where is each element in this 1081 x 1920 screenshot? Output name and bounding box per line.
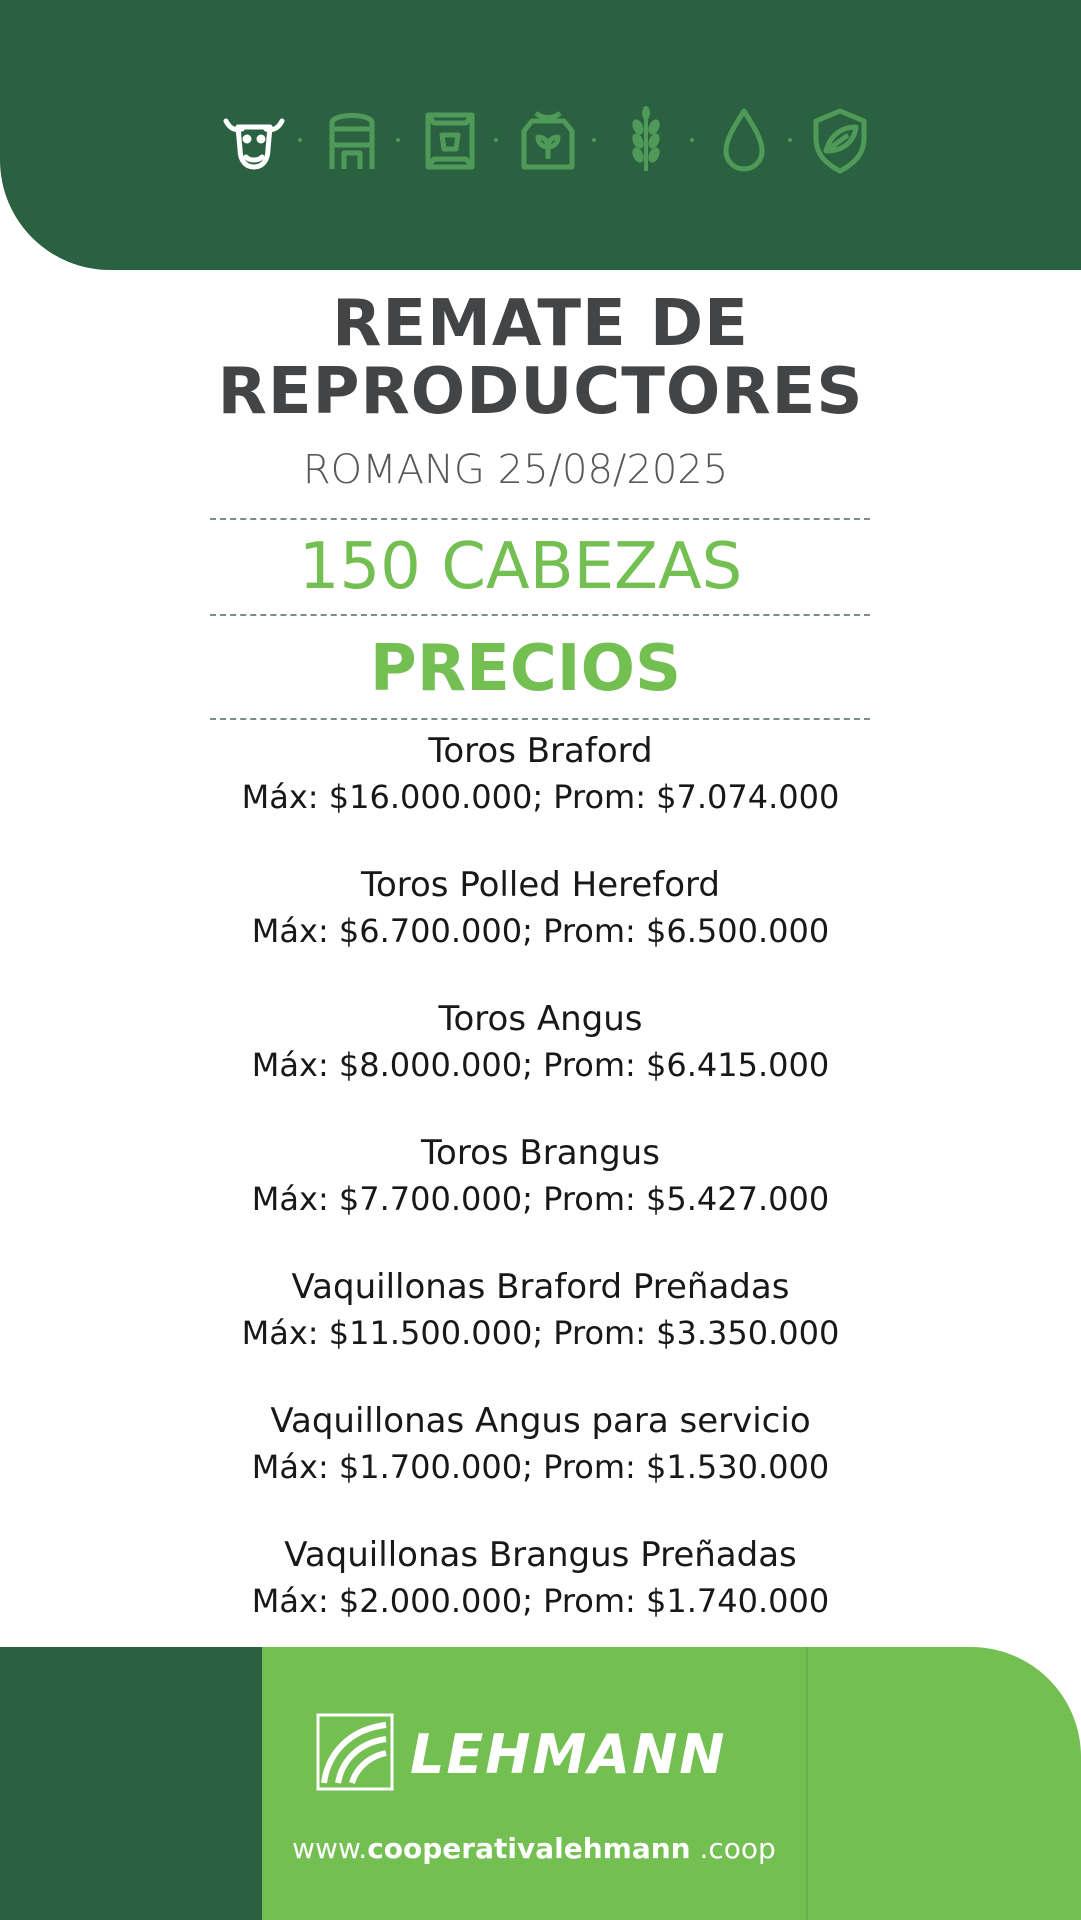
heads-count: 150 CABEZAS: [298, 530, 743, 604]
price-values: Máx: $7.700.000; Prom: $5.427.000: [251, 1180, 830, 1218]
wheat-icon: [614, 105, 678, 175]
icon-row: [222, 105, 872, 175]
dashed-divider: [210, 518, 870, 520]
footer-divider: [806, 1647, 808, 1920]
price-list: [0, 728, 1081, 1666]
seed-bag-icon: [516, 105, 580, 175]
header-banner: [0, 0, 1081, 270]
list-item: [0, 1532, 1081, 1666]
dashed-divider: [210, 718, 870, 720]
shield-leaf-icon: [808, 105, 872, 175]
price-category: Toros Brangus: [421, 1133, 660, 1173]
website-suffix: .coop: [690, 1832, 776, 1865]
price-values: Máx: $16.000.000; Prom: $7.074.000: [241, 778, 840, 816]
price-category: Vaquillonas Brangus Preñadas: [284, 1535, 797, 1575]
price-category: Vaquillonas Angus para servicio: [270, 1401, 811, 1441]
price-category: Vaquillonas Braford Preñadas: [291, 1267, 790, 1307]
footer-banner: [0, 1647, 1081, 1920]
list-item: [0, 1398, 1081, 1532]
price-values: Máx: $6.700.000; Prom: $6.500.000: [251, 912, 830, 950]
price-category: Toros Angus: [438, 999, 643, 1039]
website-domain: cooperativalehmann: [367, 1832, 691, 1865]
silo-icon: [320, 105, 384, 175]
list-item: [0, 862, 1081, 996]
prices-heading: PRECIOS: [369, 632, 682, 706]
list-item: [0, 1130, 1081, 1264]
footer-dark-panel: [0, 1647, 262, 1920]
price-values: Máx: $2.000.000; Prom: $1.740.000: [251, 1582, 830, 1620]
price-values: Máx: $8.000.000; Prom: $6.415.000: [251, 1046, 830, 1084]
website-link[interactable]: [262, 1829, 806, 1869]
price-category: Toros Polled Hereford: [360, 865, 720, 905]
drop-icon: [712, 105, 776, 175]
lehmann-logo-icon: [316, 1713, 394, 1791]
list-item: [0, 996, 1081, 1130]
cow-icon: [222, 105, 286, 175]
brand-name: LEHMANN: [410, 1723, 727, 1786]
feed-bag-icon: [418, 105, 482, 175]
price-category: Toros Braford: [428, 731, 653, 771]
website-prefix: www.: [292, 1832, 368, 1865]
price-values: Máx: $1.700.000; Prom: $1.530.000: [251, 1448, 830, 1486]
location-date: ROMANG 25/08/2025: [302, 447, 729, 493]
title-line-1: REMATE DE: [332, 287, 749, 361]
list-item: [0, 1264, 1081, 1398]
price-values: Máx: $11.500.000; Prom: $3.350.000: [241, 1314, 840, 1352]
list-item: [0, 728, 1081, 862]
title-line-2: REPRODUCTORES: [217, 355, 864, 429]
dashed-divider: [210, 614, 870, 616]
